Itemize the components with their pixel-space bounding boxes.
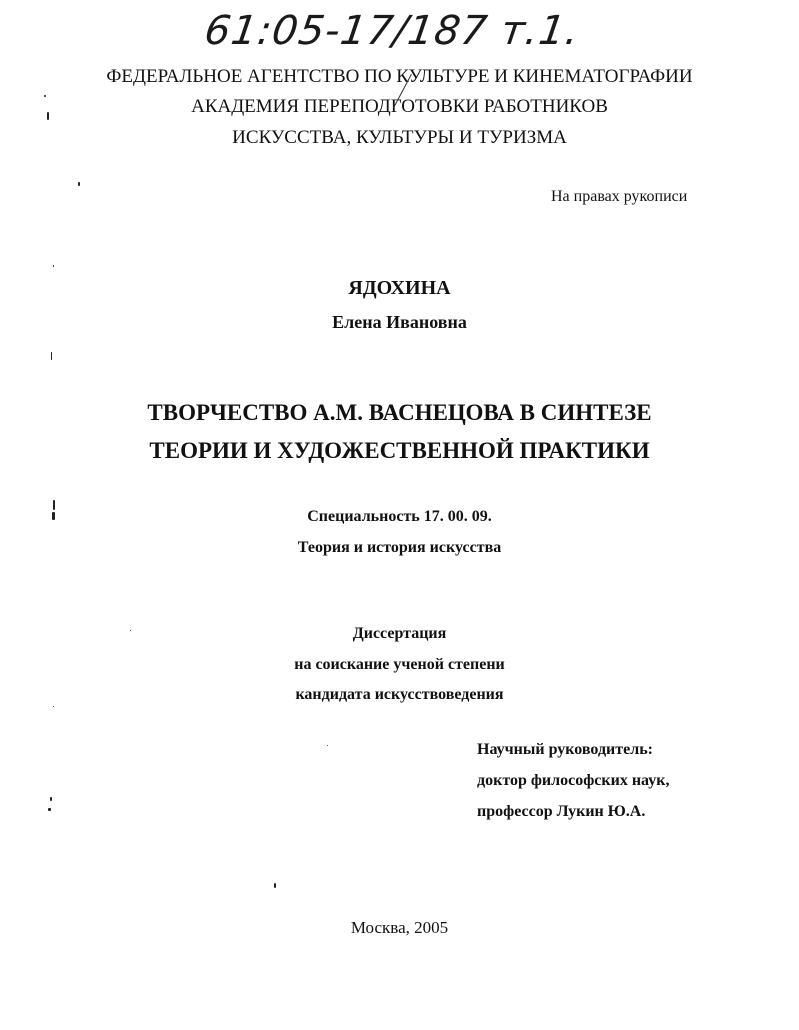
city-year: Москва, 2005 <box>350 918 449 937</box>
organization-line-1: ФЕДЕРАЛЬНОЕ АГЕНТСТВО ПО КУЛЬТУРЕ И КИНЕМАТОГРАФИИ <box>106 66 693 87</box>
thesis-title-line-1: ТВОРЧЕСТВО А.М. ВАСНЕЦОВА В СИНТЕЗЕ <box>147 400 652 425</box>
scan-speck <box>274 883 276 888</box>
advisor-degree: доктор философских наук, <box>477 772 670 789</box>
handwritten-catalog-code: 61:05-17/187 т.1. <box>201 8 583 54</box>
scan-speck <box>78 182 80 186</box>
organization-line-2: АКАДЕМИЯ ПЕРЕПОДГОТОВКИ РАБОТНИКОВ <box>191 96 608 117</box>
scan-speck <box>327 745 328 746</box>
scan-speck <box>48 808 51 811</box>
scan-speck <box>44 95 46 97</box>
scan-speck <box>51 352 52 360</box>
scan-speck <box>47 112 49 120</box>
specialty-name: Теория и история искусства <box>297 539 502 556</box>
organization-line-3: ИСКУССТВА, КУЛЬТУРЫ И ТУРИЗМА <box>232 127 567 148</box>
scan-speck <box>130 630 131 631</box>
scan-speck <box>50 797 52 801</box>
author-surname: ЯДОХИНА <box>348 277 451 299</box>
scan-speck <box>52 512 55 520</box>
scan-speck <box>53 706 54 707</box>
advisor-label: Научный руководитель: <box>477 741 653 758</box>
advisor-name: профессор Лукин Ю.А. <box>477 803 646 820</box>
thesis-title-line-2: ТЕОРИИ И ХУДОЖЕСТВЕННОЙ ПРАКТИКИ <box>149 438 650 463</box>
dissertation-degree: кандидата искусствоведения <box>295 686 504 703</box>
rights-note: На правах рукописи <box>551 188 688 205</box>
scan-speck <box>53 265 54 267</box>
dissertation-purpose: на соискание ученой степени <box>294 656 505 673</box>
specialty-code: Специальность 17. 00. 09. <box>307 508 492 525</box>
scan-speck <box>53 500 55 510</box>
dissertation-label: Диссертация <box>352 625 447 642</box>
author-given-names: Елена Ивановна <box>332 312 467 332</box>
